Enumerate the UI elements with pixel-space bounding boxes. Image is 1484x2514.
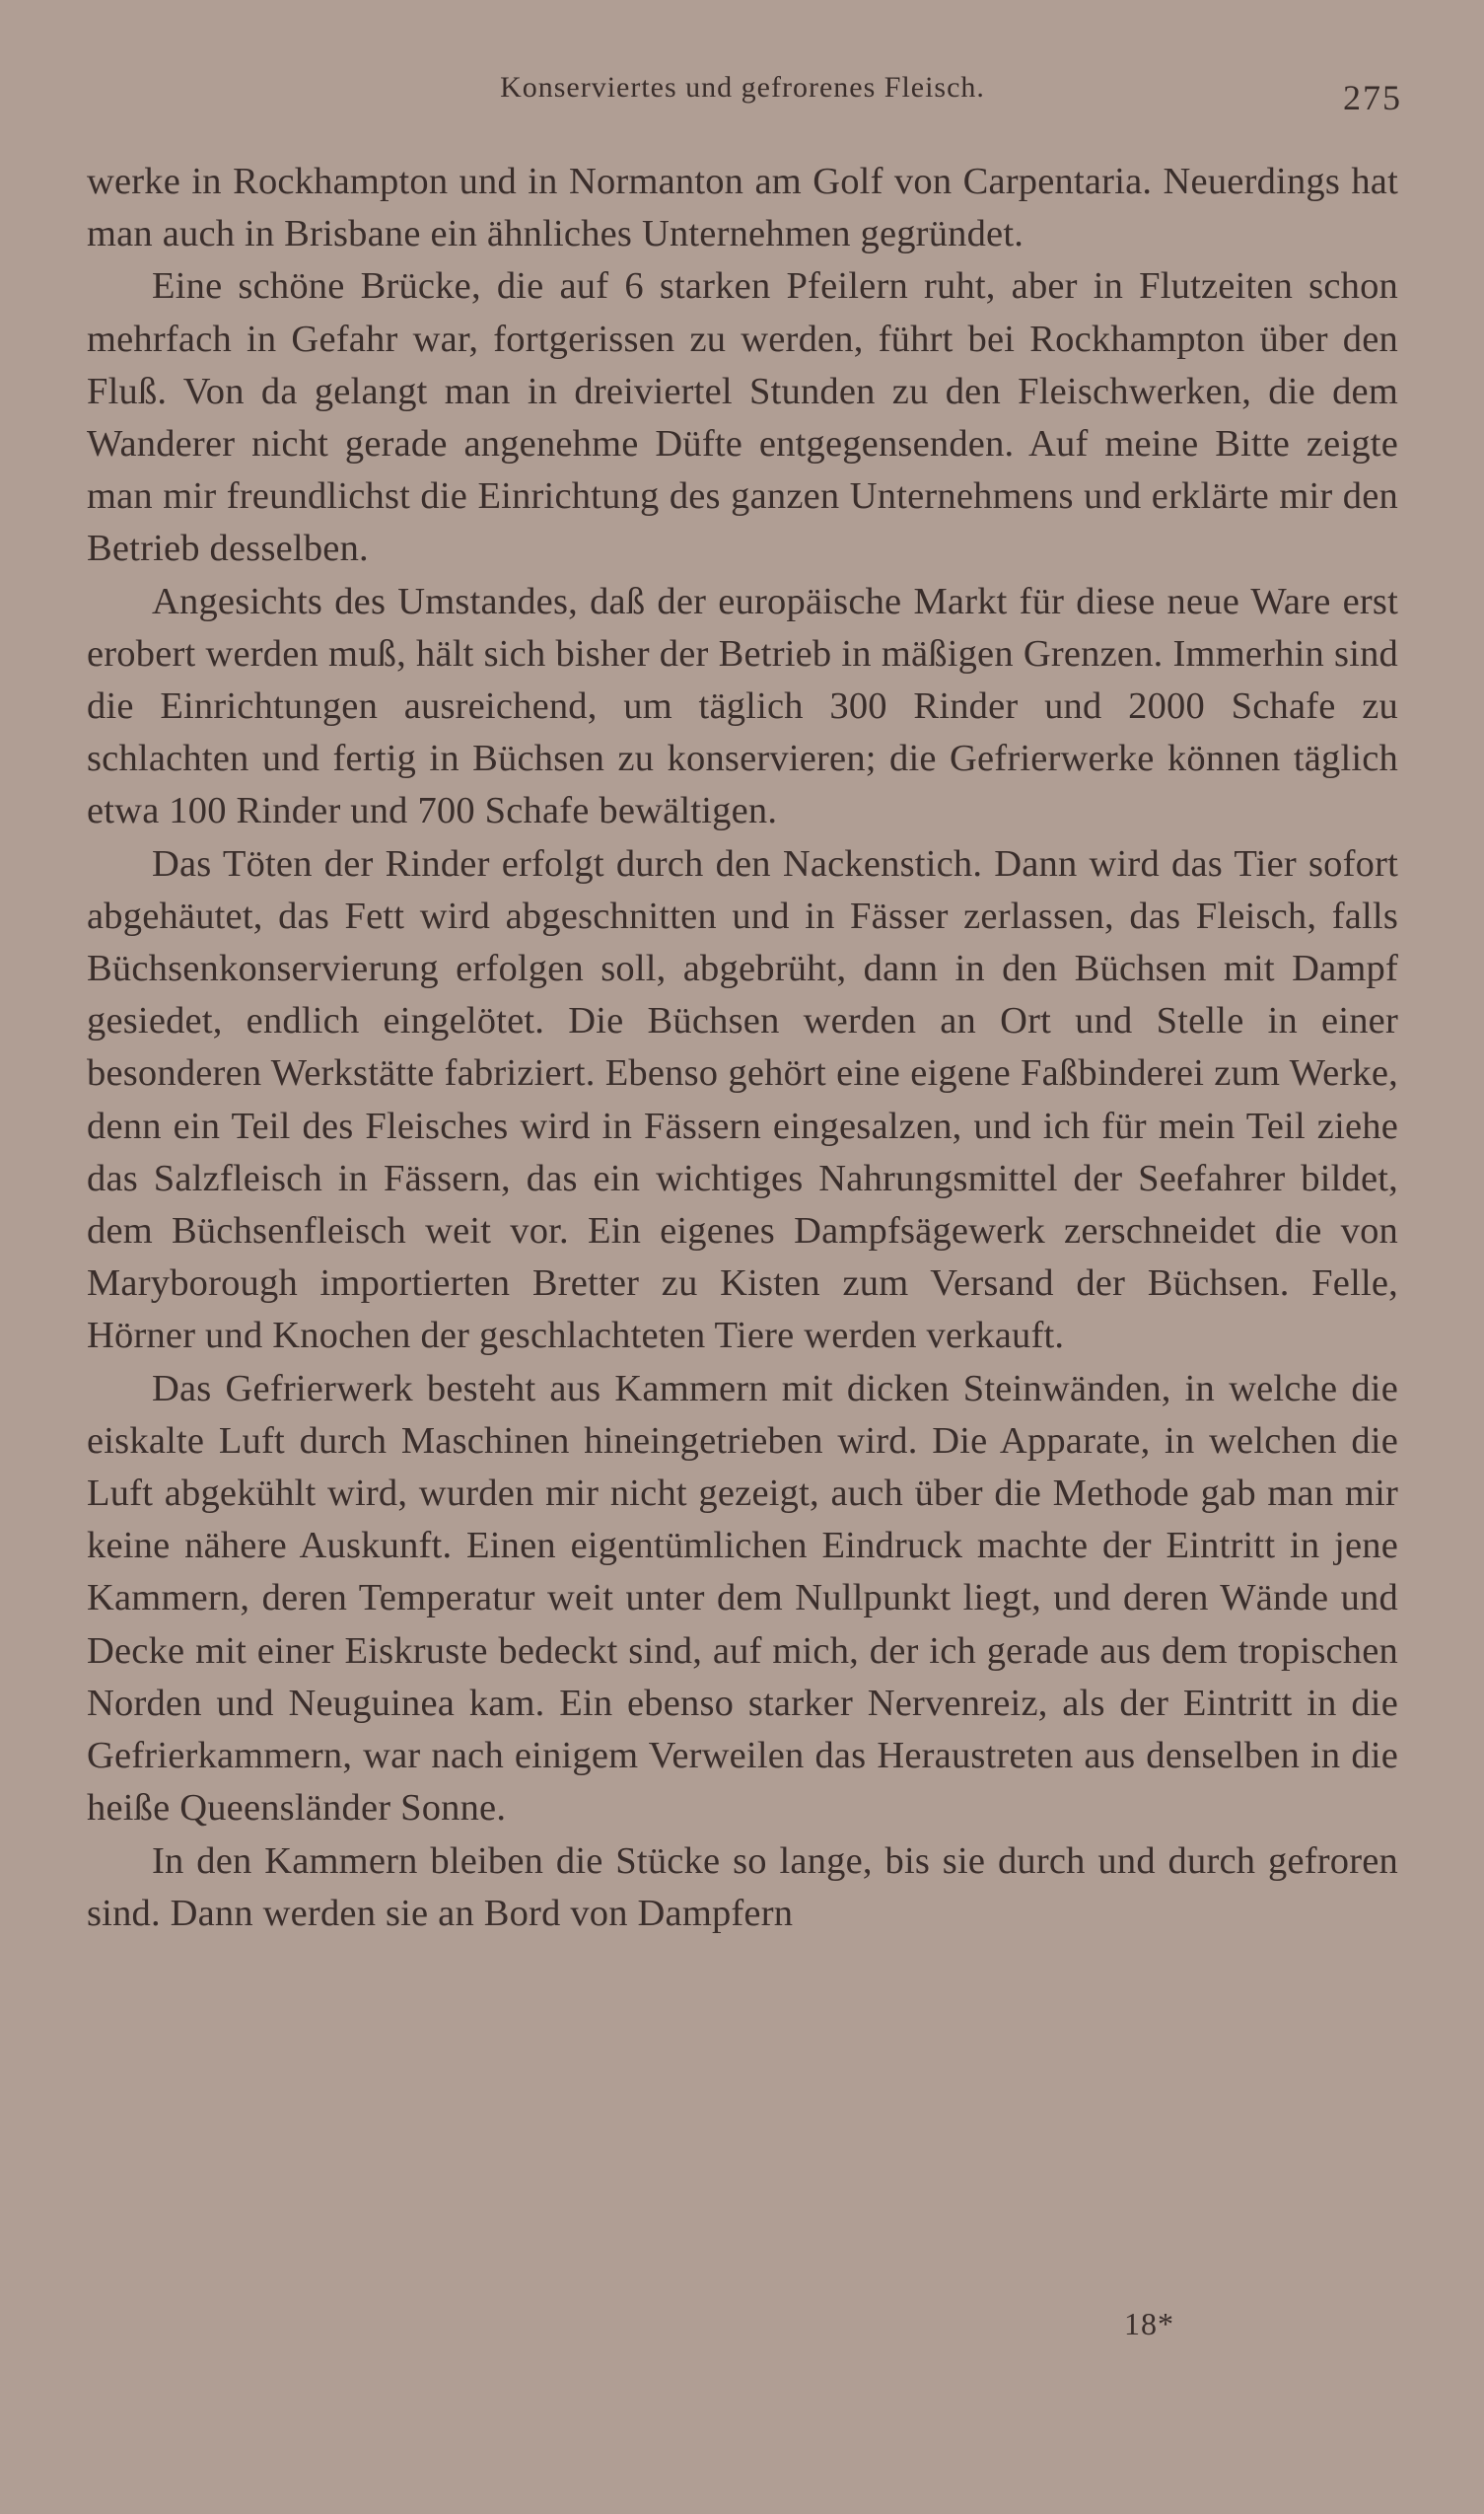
paragraph: Das Gefrierwerk besteht aus Kammern mit dicken Steinwänden, in welche die eiskalte Luft durch Maschinen hineingetrieben wird. Die Apparate, in welchen die Luft abgekühlt wird, wurden mir nicht gezeigt, auch über die Methode gab man mir keine nähere Auskunft. Einen eigentümlichen Eindruck machte der Eintritt in jene Kammern, deren Temperatur weit unter dem Nullpunkt liegt, und deren Wände und Decke mit einer Eiskruste bedeckt sind, auf mich, der ich gerade aus dem tropischen Norden und Neuguinea kam. Ein ebenso starker Nervenreiz, als der Eintritt in die Gefrierkammern, war nach einigem Verweilen das Heraustreten aus denselben in die heiße Queensländer Sonne. [87, 1367, 1398, 1830]
page-number: 275 [1343, 78, 1402, 117]
paragraph: Angesichts des Umstandes, daß der europäische Markt für diese neue Ware erst erobert werden muß, hält sich bisher der Betrieb in mäßigen Grenzen. Immerhin sind die Einrichtungen ausreichend, um täglich 300 Rinder und 2000 Schafe zu schlachten und fertig in Büchsen zu konservieren; die Gefrierwerke können täglich etwa 100 Rinder und 700 Schafe bewältigen. [87, 580, 1398, 832]
body-text [87, 156, 1398, 1940]
paragraph: Eine schöne Brücke, die auf 6 starken Pfeilern ruht, aber in Flutzeiten schon mehrfach in Gefahr war, fortgerissen zu werden, führt bei Rockhampton über den Fluß. Von da gelangt man in dreiviertel Stunden zu den Fleischwerken, die dem Wanderer nicht gerade angenehme Düfte entgegensenden. Auf meine Bitte zeigte man mir freundlichst die Einrichtung des ganzen Unternehmens und erklärte mir den Betrieb desselben. [87, 265, 1398, 570]
paragraph: In den Kammern bleiben die Stücke so lange, bis sie durch und durch gefroren sind. Dann werden sie an Bord von Dampfern [87, 1839, 1398, 1934]
running-title: Konserviertes und gefrorenes Fleisch. [500, 71, 985, 104]
paragraph-continued: werke in Rockhampton und in Normanton am Golf von Carpentaria. Neuerdings hat man auch in Brisbane ein ähnliches Unternehmen gegründet. [87, 161, 1398, 255]
page-header [87, 71, 1402, 130]
signature-mark: 18* [1124, 2306, 1174, 2341]
paragraph: Das Töten der Rinder erfolgt durch den Nackenstich. Dann wird das Tier sofort abgehäutet, das Fett wird abgeschnitten und in Fässer zerlassen, das Fleisch, falls Büchsenkonservierung erfolgen soll, abgebrüht, dann in den Büchsen mit Dampf gesiedet, endlich eingelötet. Die Büchsen werden an Ort und Stelle in einer besonderen Werkstätte fabriziert. Ebenso gehört eine eigene Faßbinderei zum Werke, denn ein Teil des Fleisches wird in Fässern eingesalzen, und ich für mein Teil ziehe das Salzfleisch in Fässern, das ein wichtiges Nahrungsmittel der Seefahrer bildet, dem Büchsenfleisch weit vor. Ein eigenes Dampfsägewerk zerschneidet die von Maryborough importierten Bretter zu Kisten zum Versand der Büchsen. Felle, Hörner und Knochen der geschlachteten Tiere werden verkauft. [87, 842, 1398, 1357]
